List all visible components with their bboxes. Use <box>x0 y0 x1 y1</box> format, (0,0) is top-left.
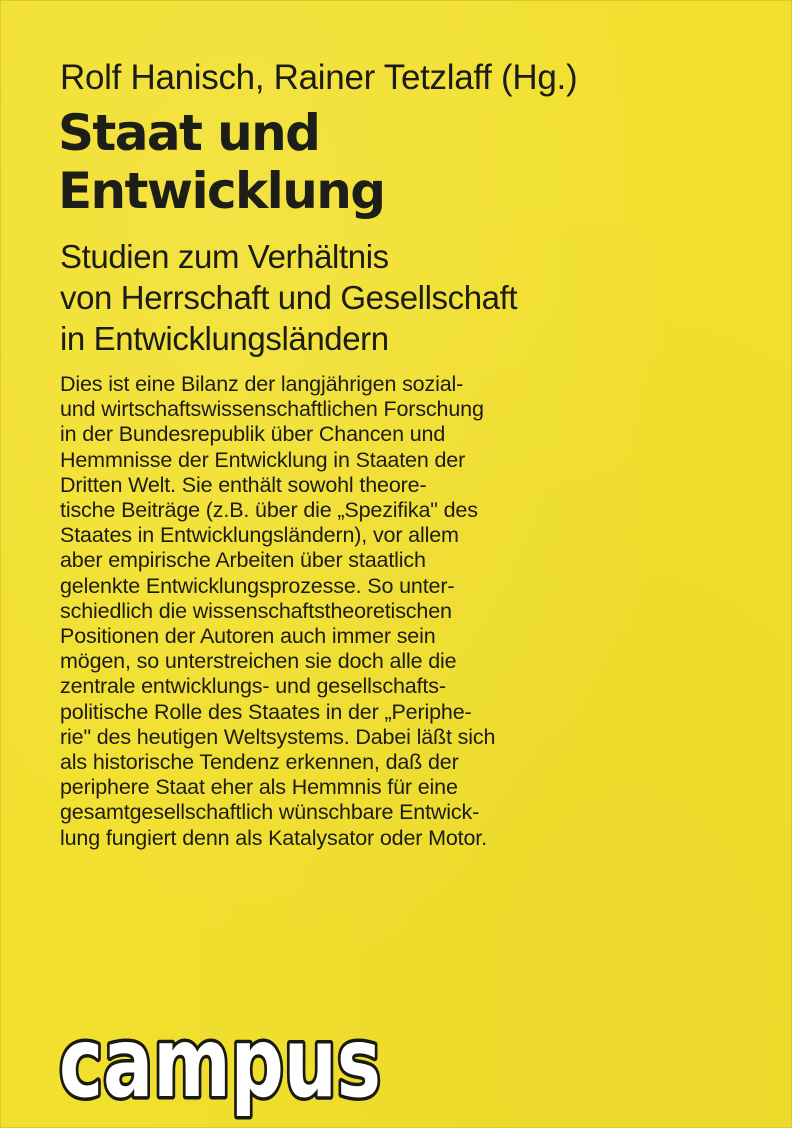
campus-logo <box>55 1007 385 1122</box>
blurb-line: periphere Staat eher als Hemmnis für eine <box>60 775 458 800</box>
subtitle-line: von Herrschaft und Gesellschaft <box>60 279 518 316</box>
subtitle-line: Studien zum Verhältnis <box>60 238 389 275</box>
blurb-line: aber empirische Arbeiten über staatlich <box>60 548 426 573</box>
blurb-line: schiedlich die wissenschaftstheoretischen <box>60 598 452 623</box>
blurb-line: gelenkte Entwicklungsprozesse. So unter- <box>60 573 455 598</box>
blurb-line: als historische Tendenz erkennen, daß der <box>60 750 459 775</box>
blurb-line: Hemmnisse der Entwicklung in Staaten der <box>60 447 466 472</box>
blurb-line: zentrale entwicklungs- und gesellschafts- <box>60 674 446 699</box>
blurb-line: in der Bundesrepublik über Chancen und <box>60 422 446 447</box>
blurb-line: Staates in Entwicklungsländern), vor allem <box>60 523 459 548</box>
blurb-line: Dies ist eine Bilanz der langjährigen sozial- <box>60 372 464 396</box>
blurb-line: politische Rolle des Staates in der „Periphe- <box>60 699 472 724</box>
title-line: Entwicklung <box>58 162 385 220</box>
book-title <box>58 104 384 220</box>
blurb-line: Dritten Welt. Sie enthält sowohl theore- <box>60 472 427 497</box>
blurb-line: lung fungiert denn als Katalysator oder Motor. <box>60 825 487 850</box>
blurb-line: tische Beiträge (z.B. über die „Spezifika" des <box>60 498 478 523</box>
subtitle-line: in Entwicklungsländern <box>60 320 389 357</box>
book-subtitle <box>60 236 517 359</box>
campus-logo-text: campus <box>59 1007 381 1119</box>
blurb-line: mögen, so unterstreichen sie doch alle die <box>60 649 457 674</box>
blurb-line: und wirtschaftswissenschaftlichen Forschung <box>60 397 484 422</box>
title-line: Staat und <box>58 104 320 162</box>
blurb-line: gesamtgesellschaftlich wünschbare Entwick- <box>60 800 480 825</box>
blurb-text <box>60 372 495 851</box>
blurb-line: Positionen der Autoren auch immer sein <box>60 624 436 649</box>
blurb-line: rie" des heutigen Weltsystems. Dabei läßt sich <box>60 724 496 749</box>
editors-line: Rolf Hanisch, Rainer Tetzlaff (Hg.) <box>60 58 578 97</box>
